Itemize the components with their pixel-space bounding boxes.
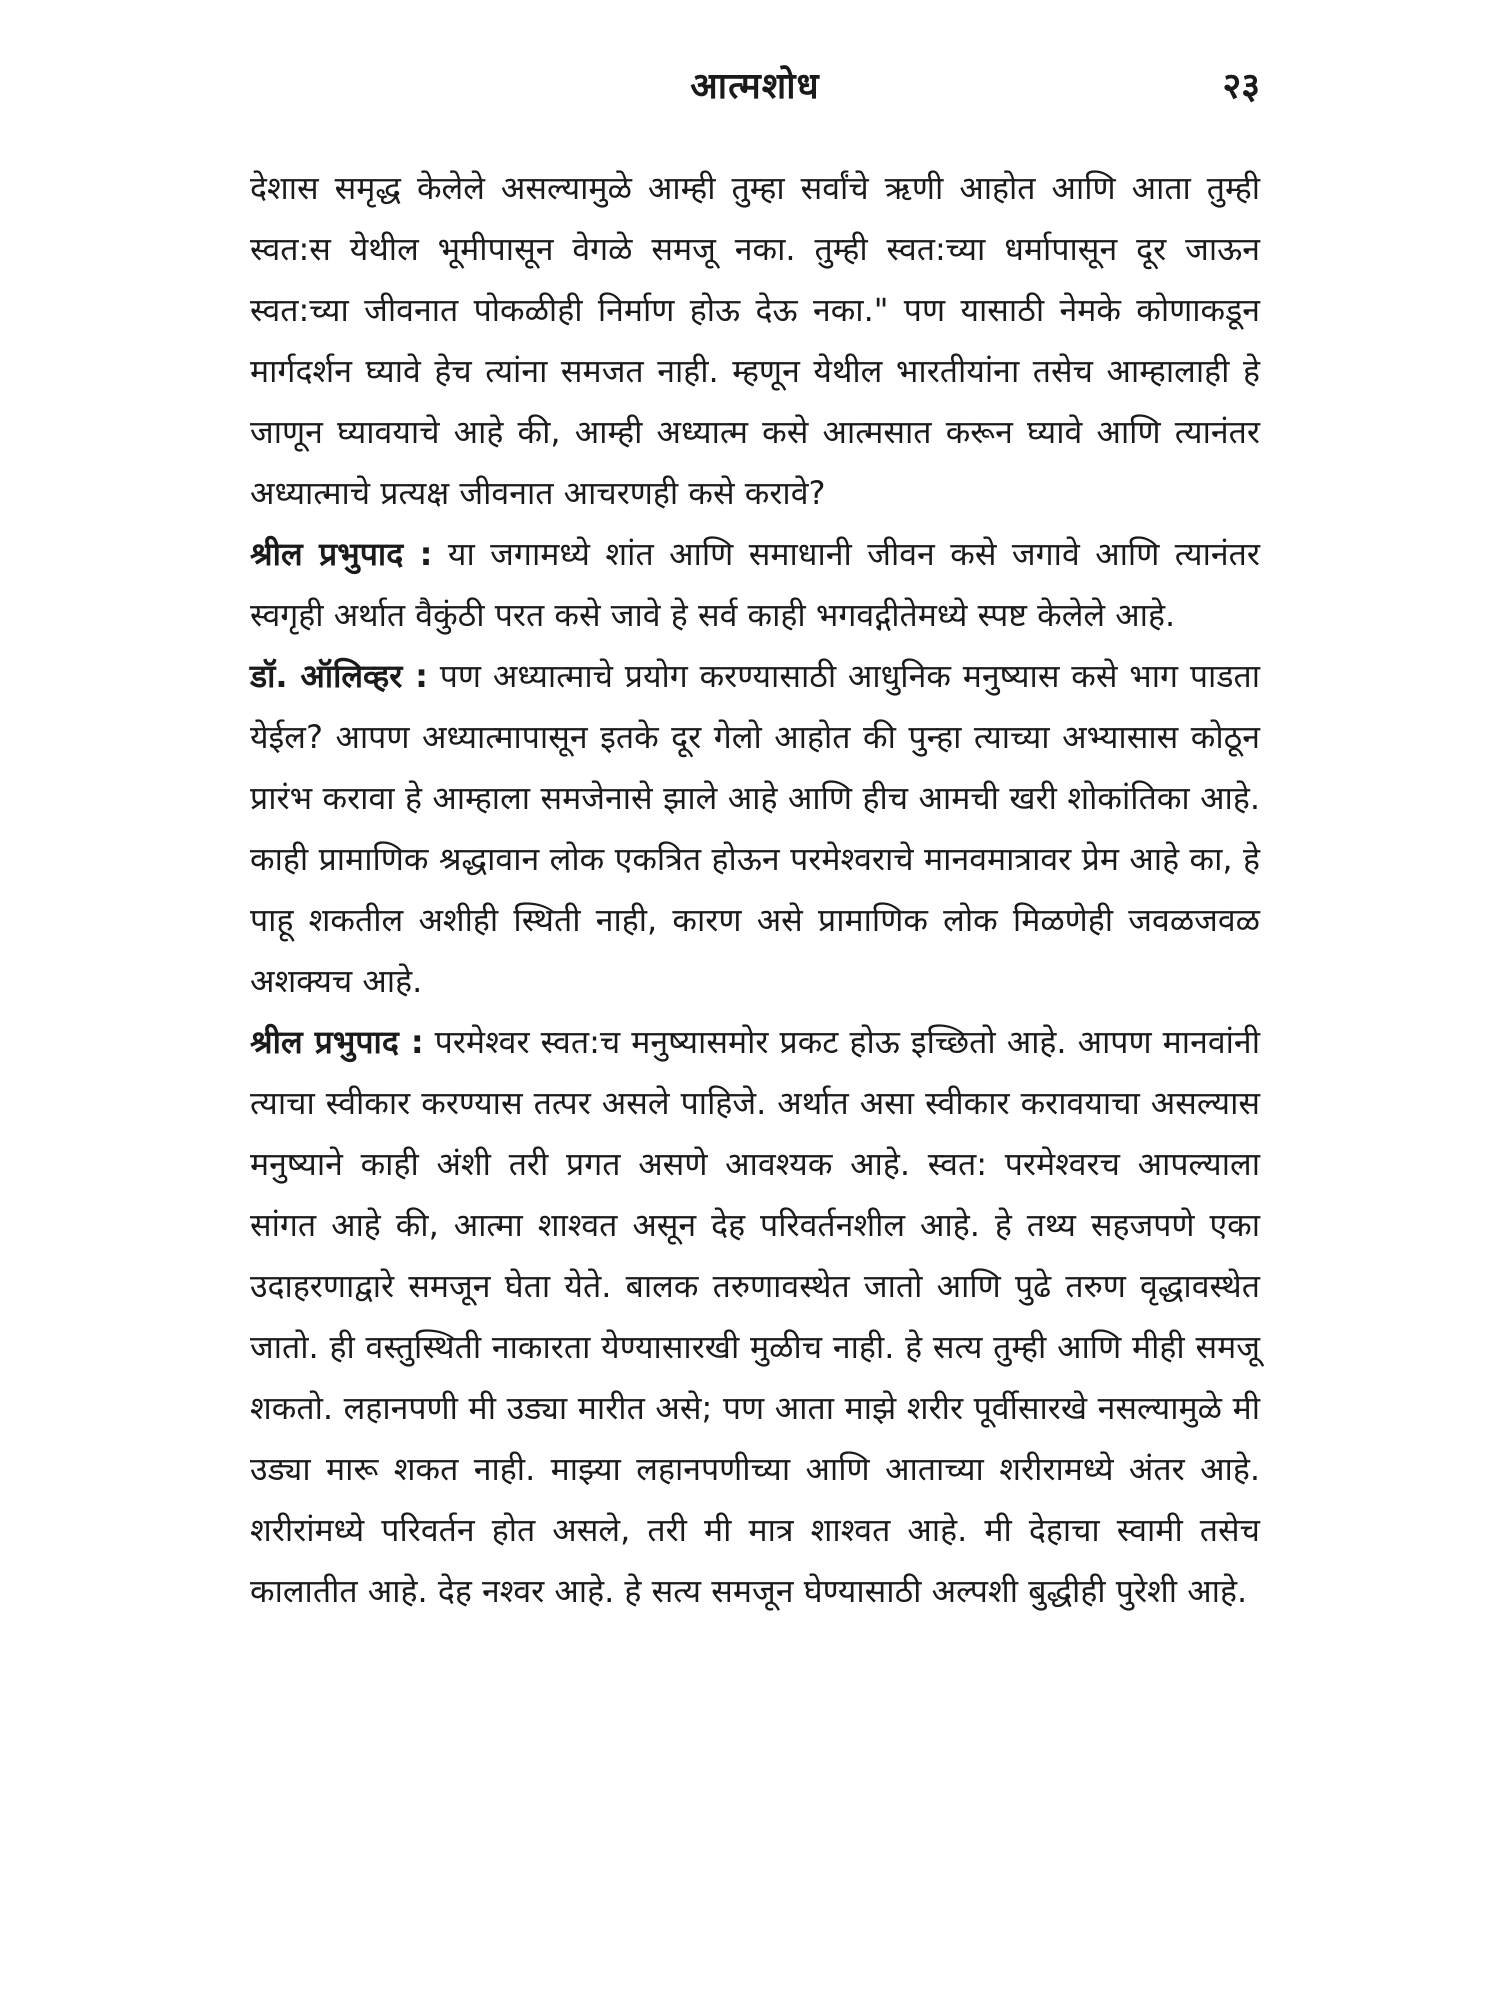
paragraph bbox=[250, 524, 1260, 646]
paragraph bbox=[250, 1012, 1260, 1622]
paragraph-text: देशास समृद्ध केलेले असल्यामुळे आम्ही तुम्हा सर्वांचे ऋणी आहोत आणि आता तुम्ही स्वत:स येथील भूमीपासून वेगळे समजू नका. तुम्ही स्वत:च्या धर्मापासून दूर जाऊन स्वत:च्या जीवनात पोकळीही निर्माण होऊ देऊ नका." पण यासाठी नेमके कोणाकडून मार्गदर्शन घ्यावे हेच त्यांना समजत नाही. म्हणून येथील भारतीयांना तसेच आम्हालाही हे जाणून घ्यावयाचे आहे की, आम्ही अध्यात्म कसे आत्मसात करून घ्यावे आणि त्यानंतर अध्यात्माचे प्रत्यक्ष जीवनात आचरणही कसे करावे? bbox=[250, 169, 1260, 512]
paragraph bbox=[250, 158, 1260, 524]
chapter-title: आत्मशोध bbox=[690, 66, 820, 107]
paragraph-text: परमेश्वर स्वत:च मनुष्यासमोर प्रकट होऊ इच्छितो आहे. आपण मानवांनी त्याचा स्वीकार करण्यास तत्पर असले पाहिजे. अर्थात असा स्वीकार करावयाचा असल्यास मनुष्याने काही अंशी तरी प्रगत असणे आवश्यक आहे. स्वत: परमेश्वरच आपल्याला सांगत आहे की, आत्मा शाश्वत असून देह परिवर्तनशील आहे. हे तथ्य सहजपणे एका उदाहरणाद्वारे समजून घेता येते. बालक तरुणावस्थेत जातो आणि पुढे तरुण वृद्धावस्थेत जातो. ही वस्तुस्थिती नाकारता येण्यासारखी मुळीच नाही. हे सत्य तुम्ही आणि मीही समजू शकतो. लहानपणी मी उड्या मारीत असे; पण आता माझे शरीर पूर्वीसारखे नसल्यामुळे मी उड्या मारू शकत नाही. माझ्या लहानपणीच्या आणि आताच्या शरीरामध्ये अंतर आहे. शरीरांमध्ये परिवर्तन होत असले, तरी मी मात्र शाश्वत आहे. मी देहाचा स्वामी तसेच कालातीत आहे. देह नश्वर आहे. हे सत्य समजून घेण्यासाठी अल्पशी बुद्धीही पुरेशी आहे. bbox=[250, 1023, 1260, 1610]
paragraph-text: पण अध्यात्माचे प्रयोग करण्यासाठी आधुनिक मनुष्यास कसे भाग पाडता येईल? आपण अध्यात्मापासून इतके दूर गेलो आहोत की पुन्हा त्याच्या अभ्यासास कोठून प्रारंभ करावा हे आम्हाला समजेनासे झाले आहे आणि हीच आमची खरी शोकांतिका आहे. काही प्रामाणिक श्रद्धावान लोक एकत्रित होऊन परमेश्वराचे मानवमात्रावर प्रेम आहे का, हे पाहू शकतील अशीही स्थिती नाही, कारण असे प्रामाणिक लोक मिळणेही जवळजवळ अशक्यच आहे. bbox=[250, 657, 1260, 1000]
speaker-label: श्रील प्रभुपाद : bbox=[250, 535, 433, 573]
running-header bbox=[250, 60, 1260, 130]
speaker-label: डॉ. ऑलिव्हर : bbox=[250, 657, 428, 695]
paragraph-text: या जगामध्ये शांत आणि समाधानी जीवन कसे जगावे आणि त्यानंतर स्वगृही अर्थात वैकुंठी परत कसे जावे हे सर्व काही भगवद्गीतेमध्ये स्पष्ट केलेले आहे. bbox=[250, 535, 1260, 634]
speaker-label: श्रील प्रभुपाद : bbox=[250, 1023, 424, 1061]
page-number: २३ bbox=[1222, 66, 1260, 107]
body-text bbox=[250, 158, 1260, 1622]
paragraph bbox=[250, 646, 1260, 1012]
